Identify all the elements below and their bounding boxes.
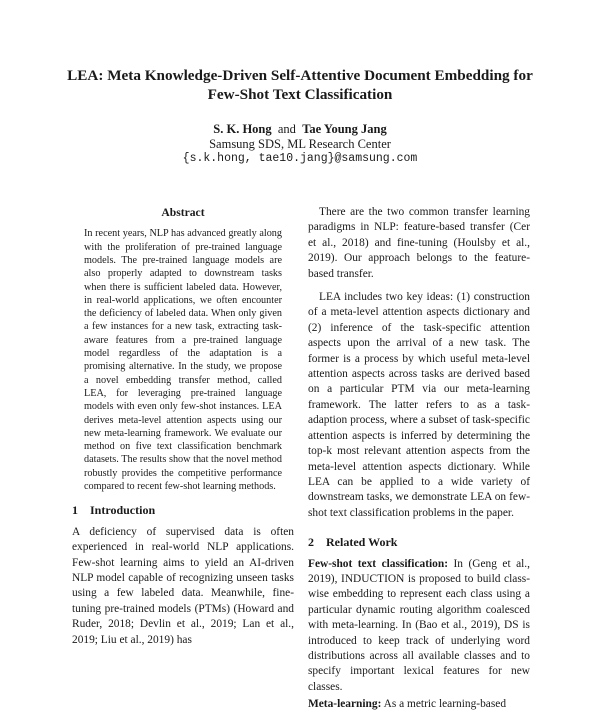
lea-paragraph: LEA includes two key ideas: (1) construction of a meta-level attention aspects dictionary and (2) inference of the task-specific attention aspects upon the arrival of a new task. The former is a process by which useful meta-level attention aspects across tasks are derived based on a particular PTM via our meta-learning framework. The latter refers to as a task-adaption process, where a subset of task-specific attention aspects is inferred by determining the top-k most relevant attention aspects from the meta-level attention aspects dictionary. While LEA can be applied to a wide variety of downstream tasks, we demonstrate LEA on few-shot text classification problems in the paper. (308, 291, 530, 519)
author-email: {s.k.hong, tae10.jang}@samsung.com (182, 152, 418, 165)
paragraph-heading: Meta-learning: (308, 698, 382, 711)
title-line-1: LEA: Meta Knowledge-Driven Self-Attentive Document Embedding for (67, 67, 533, 84)
section-number: 1 (72, 503, 78, 518)
paper-title (40, 66, 560, 104)
intro-paragraph: A deficiency of supervised data is often experienced in real-world NLP applications. Few-shot learning aims to yield an AI-driven NLP model capable of recognizing unseen tasks using a few labeled data. Meanwhile, fine-tuning pre-trained models (PTMs) (Howard and Ruder, 2018; Devlin et al., 2019; Lan et al., 2019; Liu et al., 2019) has (72, 525, 294, 646)
affiliation: Samsung SDS, ML Research Center (209, 137, 391, 151)
section-title: Introduction (90, 503, 156, 518)
transfer-paragraph: There are the two common transfer learning paradigms in NLP: feature-based transfer (Cer et al., 2018) and fine-tuning (Houlsby et al., 2019). Our approach belongs to the feature-based transfer. (308, 206, 530, 280)
meta-learning-paragraph (308, 697, 530, 712)
section-title: Related Work (326, 535, 398, 550)
section-related-heading (308, 535, 530, 550)
paragraph-text: As a metric learning-based (383, 698, 507, 711)
paragraph-text: In (Geng et al., 2019), INDUCTION is proposed to build class-wise embedding to represent each class using a particular dynamic routing algorithm coalesced with meta-learning. In (Bao et al., 2019), DS is introduced to keep track of underlying word distributions across all available classes and to specify important lexical features for new classes. (308, 557, 531, 693)
fewshot-paragraph (308, 557, 530, 696)
authors (40, 121, 560, 137)
abstract-text: In recent years, NLP has advanced greatly along with the proliferation of pre-trained language models. The pre-trained language models are also properly adapted to downstream tasks when there is sufficient labeled data. However, in real-world applications, we often encounter the deficiency of labeled data. When only given a few instances for a new task, extracting task-aware features from a pre-trained language model regardless of the adaptation is a promising alternative. In the study, we propose a novel embedding transfer method, called LEA, for leveraging pre-trained language models with even only few-shot instances. LEA derives meta-level attention aspects using our new meta-learning framework. We evaluate our method on five text classification benchmark datasets. The results show that the novel method robustly provides the competitive performance compared to recent few-shot learning methods. (84, 228, 282, 493)
right-column (308, 205, 530, 713)
section-number: 2 (308, 535, 314, 550)
author-and: and (277, 122, 296, 136)
left-column (72, 205, 294, 648)
author-2: Tae Young Jang (302, 122, 387, 136)
title-line-2: Few-Shot Text Classification (207, 86, 393, 103)
author-1: S. K. Hong (213, 122, 272, 136)
paragraph-heading: Few-shot text classification: (308, 557, 449, 570)
section-intro-heading (72, 503, 294, 518)
abstract-heading: Abstract (161, 206, 205, 219)
